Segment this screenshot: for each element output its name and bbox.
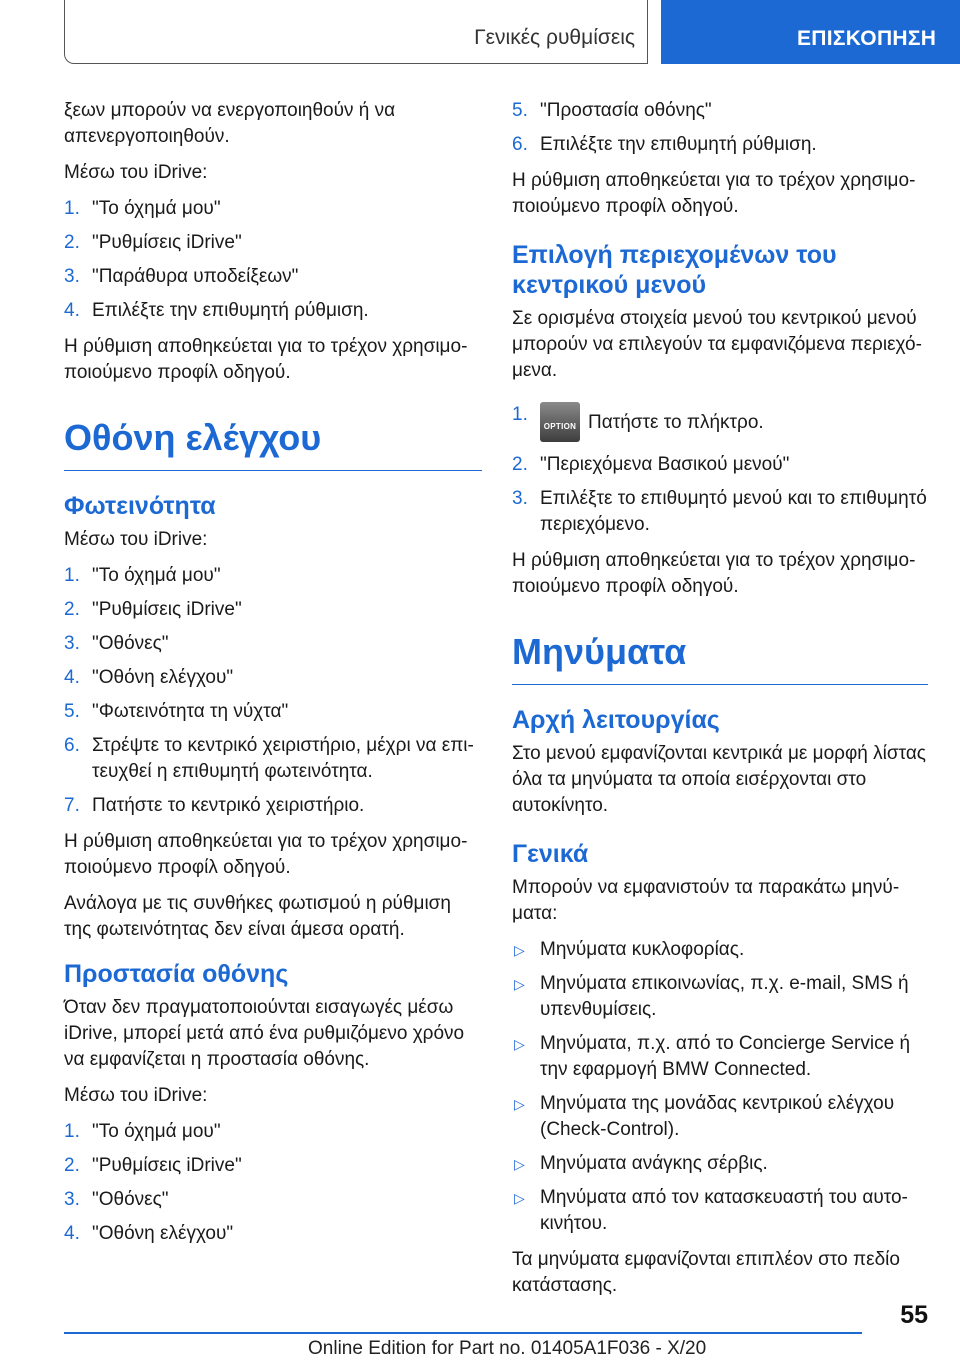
heading-screen-protection: Προστασία οθόνης: [64, 960, 289, 988]
list-item: 3. "Οθόνες": [64, 1189, 169, 1210]
saved-note-1: Η ρύθμιση αποθηκεύεται για το τρέχον χρησιμοποιούμενο προφίλ οδηγού.: [64, 336, 468, 383]
heading-control-display: Οθόνη ελέγχου: [64, 398, 482, 471]
right-column: [512, 98, 928, 1309]
general-text: Μπορούν να εμφανιστούν τα παρακάτω μηνύματα:: [512, 877, 900, 924]
list-item: 6. Στρέψτε το κεντρικό χειριστήριο, μέχρι να επιτευχθεί η επιθυμητή φωτεινότητα.: [64, 735, 474, 782]
via-idrive-3: Μέσω του iDrive:: [64, 1085, 208, 1106]
footer-edition: Online Edition for Part no. 01405A1F036 - X/20: [308, 1338, 707, 1359]
list-item: 3. "Οθόνες": [64, 633, 169, 654]
list-item: ▷ Μηνύματα από τον κατασκευαστή του αυτοκινήτου.: [514, 1187, 908, 1234]
left-column: [64, 98, 482, 1257]
via-idrive-2: Μέσω του iDrive:: [64, 529, 208, 550]
steps-list-3: [64, 1119, 482, 1247]
overview-tab[interactable]: [661, 0, 960, 64]
list-item: 2. "Ρυθμίσεις iDrive": [64, 1155, 242, 1176]
heading-general: Γενικά: [512, 840, 589, 868]
steps-list-1: [64, 196, 482, 324]
triangle-bullet-icon: ▷: [514, 1156, 525, 1172]
heading-main-menu-content: Επιλογή περιεχομένων του κεντρικού μενού: [512, 241, 837, 299]
list-item: 2. "Ρυθμίσεις iDrive": [64, 232, 242, 253]
saved-note-4: Η ρύθμιση αποθηκεύεται για το τρέχον χρησιμοποιούμενο προφίλ οδηγού.: [512, 550, 916, 597]
triangle-bullet-icon: ▷: [514, 976, 525, 992]
closing-text: Τα μηνύματα εμφανίζονται επιπλέον στο πεδίο κατάστασης.: [512, 1249, 900, 1296]
steps-list-2: [64, 563, 482, 819]
list-item: 1. "Το όχημά μου": [64, 1121, 221, 1142]
triangle-bullet-icon: ▷: [514, 942, 525, 958]
heading-principle: Αρχή λειτουργίας: [512, 706, 720, 734]
section-title: Γενικές ρυθμίσεις: [474, 26, 635, 49]
list-item: 6. Επιλέξτε την επιθυμητή ρύθμιση.: [512, 134, 817, 155]
saved-note-2: Η ρύθμιση αποθηκεύεται για το τρέχον χρησιμοποιούμενο προφίλ οδηγού.: [64, 831, 468, 878]
intro-text: ξεων μπορούν να ενεργοποιηθούν ή να απενεργοποιηθούν.: [64, 100, 396, 147]
list-item: ▷ Μηνύματα ανάγκης σέρβις.: [512, 1151, 928, 1177]
list-item: 3. "Παράθυρα υποδείξεων": [64, 266, 299, 287]
steps-list-menu: [512, 402, 928, 538]
triangle-bullet-icon: ▷: [514, 1190, 525, 1206]
list-item: ▷ Μηνύματα, π.χ. από το Concierge Service ή την εφαρμογή BMW Connected.: [514, 1033, 911, 1080]
main-menu-text: Σε ορισμένα στοιχεία μενού του κεντρικού μενού μπορούν να επιλεγούν τα εμφανιζόμενα περιεχόμενα.: [512, 308, 922, 381]
list-item: 7. Πατήστε το κεντρικό χειριστήριο.: [64, 795, 365, 816]
footer-divider: [64, 1332, 862, 1334]
overview-tab-label: ΕΠΙΣΚΟΠΗΣΗ: [797, 27, 937, 50]
list-item: 1. OPTION Πατήστε το πλήκτρο.: [512, 402, 928, 442]
saved-note-3: Η ρύθμιση αποθηκεύεται για το τρέχον χρησιμοποιούμενο προφίλ οδηγού.: [512, 170, 916, 217]
list-item: 4. Επιλέξτε την επιθυμητή ρύθμιση.: [64, 300, 369, 321]
list-item: 5. "Φωτεινότητα τη νύχτα": [64, 701, 289, 722]
principle-text: Στο μενού εμφανίζονται κεντρικά με μορφή λίστας όλα τα μηνύματα τα οποία εισέρχονται στο αυτοκίνητο.: [512, 743, 926, 816]
via-idrive-1: Μέσω του iDrive:: [64, 162, 208, 183]
option-button-icon: OPTION: [540, 402, 580, 442]
heading-messages: Μηνύματα: [512, 612, 928, 685]
list-item: 1. "Το όχημά μου": [64, 565, 221, 586]
list-item: 5. "Προστασία οθόνης": [512, 100, 712, 121]
list-item: 2. "Περιεχόμενα Βασικού μενού": [512, 454, 790, 475]
list-item: ▷ Μηνύματα της μονάδας κεντρικού ελέγχου (Check-Control).: [514, 1093, 895, 1140]
list-item: 3. Επιλέξτε το επιθυμητό μενού και το επιθυμητό περιεχόμενο.: [512, 488, 927, 535]
list-item: ▷ Μηνύματα επικοινωνίας, π.χ. e-mail, SMS ή υπενθυμίσεις.: [514, 973, 909, 1020]
triangle-bullet-icon: ▷: [514, 1036, 525, 1052]
triangle-bullet-icon: ▷: [514, 1096, 525, 1112]
list-item: 2. "Ρυθμίσεις iDrive": [64, 599, 242, 620]
list-item: 1. "Το όχημά μου": [64, 198, 221, 219]
page-number: 55: [900, 1301, 928, 1329]
list-item: 4. "Οθόνη ελέγχου": [64, 667, 234, 688]
heading-brightness: Φωτεινότητα: [64, 492, 216, 520]
screen-protection-text: Όταν δεν πραγματοποιούνται εισαγωγές μέσω iDrive, μπορεί μετά από ένα ρυθμιζόμενο χρόνο να εμφανίζεται η προστασία οθόνης.: [64, 997, 465, 1070]
list-item: ▷ Μηνύματα κυκλοφορίας.: [512, 937, 928, 963]
steps-list-continued: [512, 98, 928, 158]
header-section-box: [64, 0, 648, 64]
message-types-list: [512, 937, 928, 1237]
brightness-note: Ανάλογα με τις συνθήκες φωτισμού η ρύθμιση της φωτεινότητας δεν είναι άμεσα ορατή.: [64, 893, 451, 940]
list-item: 4. "Οθόνη ελέγχου": [64, 1223, 234, 1244]
